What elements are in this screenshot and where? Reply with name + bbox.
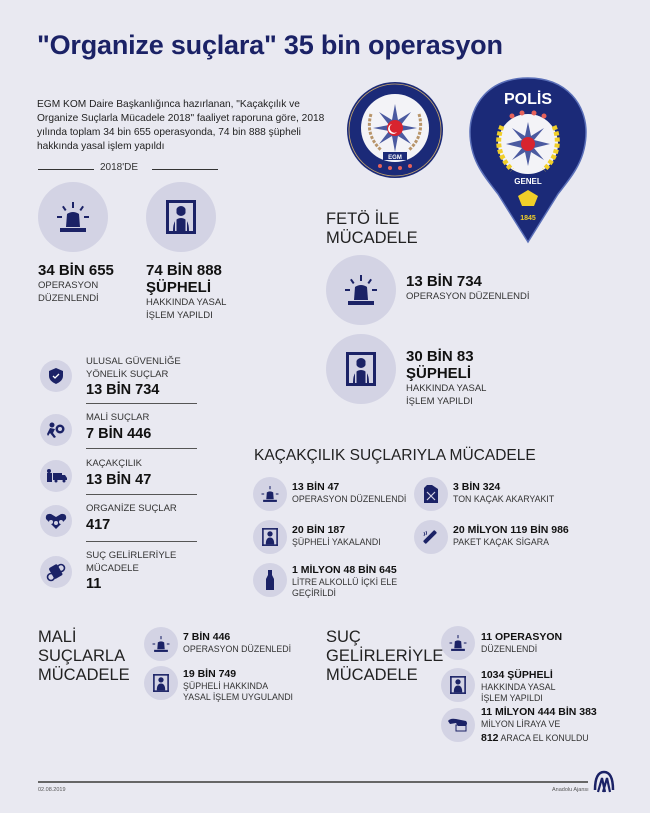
stat-caption: DÜZENLENDİ	[481, 644, 538, 654]
feto-operations	[406, 273, 530, 303]
divider-rule	[86, 448, 197, 449]
stat-caption: YASAL İŞLEM UYGULANDI	[183, 692, 293, 702]
smuggling-heading: KAÇAKÇILIK SUÇLARIYLA MÜCADELE	[254, 447, 536, 464]
stat-value-suffix: ŞÜPHELİ	[406, 365, 472, 382]
stat-caption: GEÇİRİLDİ	[292, 588, 336, 598]
thief-money-icon	[40, 414, 72, 446]
heading-line: MALİ	[38, 628, 77, 646]
financial-operations	[183, 631, 291, 655]
stat-value: 13 BİN 734	[406, 273, 482, 290]
stat-caption: DÜZENLENDİ	[38, 293, 99, 304]
category-national-security	[40, 356, 200, 400]
category-label: YÖNELİK SUÇLAR	[86, 368, 169, 380]
siren-icon	[326, 255, 396, 325]
jail-icon	[146, 182, 216, 252]
stat-value: 1 MİLYON 48 BİN 645	[292, 564, 397, 576]
stat-caption: ARACA EL KONULDU	[500, 733, 589, 743]
category-label: ORGANİZE SUÇLAR	[86, 503, 177, 514]
stat-caption: İŞLEM YAPILDI	[406, 396, 473, 407]
heading-line: MÜCADELE	[326, 666, 418, 684]
siren-icon	[441, 626, 475, 660]
stat-caption: OPERASYON DÜZENLENDİ	[292, 494, 407, 504]
divider-rule	[38, 169, 94, 170]
organized-crime-icon	[40, 505, 72, 537]
stat-caption: İŞLEM YAPILDI	[146, 310, 213, 321]
siren-icon	[38, 182, 108, 252]
stat-caption: PAKET KAÇAK SİGARA	[453, 537, 549, 547]
jail-icon	[253, 520, 287, 554]
jail-icon	[326, 334, 396, 404]
divider-rule	[86, 494, 197, 495]
heading-line: GELİRLERİYLE	[326, 647, 444, 665]
intro-paragraph: EGM KOM Daire Başkanlığınca hazırlanan, "Kaçakçılık ve Organize Suçlarla Mücadele 2018" faaliyet raporuna göre, 2018 yılında toplam 34 bin 655 operasyonda, 74 bin 888 şüpheli hakkında yasal işlem yapıldı	[37, 99, 325, 152]
smuggling-fuel	[453, 481, 554, 505]
footer-date: 02.08.2019	[38, 787, 66, 793]
proceeds-heading	[326, 628, 443, 685]
heading-line: SUÇ	[326, 628, 361, 646]
stat-caption: OPERASYON DÜZENLEDİ	[183, 644, 292, 654]
svg-text:1845: 1845	[520, 215, 536, 222]
category-value: 13 BİN 47	[86, 471, 152, 488]
aa-logo-icon	[593, 770, 615, 794]
financial-suspects	[183, 668, 293, 703]
stat-caption: İŞLEM YAPILDI	[481, 693, 543, 703]
category-label: ULUSAL GÜVENLİĞE	[86, 356, 181, 367]
stat-caption: MİLYON LİRAYA VE	[481, 719, 561, 729]
divider-rule	[86, 403, 197, 404]
category-label: MALİ SUÇLAR	[86, 412, 150, 423]
smuggling-cigarettes	[453, 524, 569, 548]
category-label: KAÇAKÇILIK	[86, 458, 142, 469]
divider-rule	[86, 541, 197, 542]
svg-text:GENEL: GENEL	[514, 177, 542, 186]
stat-value-inline: 812	[481, 732, 499, 744]
stat-caption: HAKKINDA YASAL	[146, 297, 227, 308]
proceeds-operations	[481, 631, 562, 655]
stat-caption: OPERASYON DÜZENLENDİ	[406, 291, 530, 302]
feto-suspects	[406, 348, 486, 408]
feto-heading	[326, 210, 418, 248]
stat-caption: ŞÜPHELİ HAKKINDA	[183, 681, 269, 691]
stat-value-suffix: ŞÜPHELİ	[146, 279, 212, 296]
category-value: 7 BİN 446	[86, 425, 152, 442]
stat-suspects-2018	[146, 262, 266, 322]
stat-caption: ŞÜPHELİ YAKALANDI	[292, 537, 381, 547]
proceeds-suspects	[481, 669, 555, 704]
proceeds-seizures	[481, 706, 597, 745]
heading-line: MÜCADELE	[38, 666, 130, 684]
siren-icon	[253, 477, 287, 511]
siren-icon	[144, 627, 178, 661]
stat-caption: TON KAÇAK AKARYAKIT	[453, 494, 555, 504]
heading-line: FETÖ İLE	[326, 210, 400, 228]
jerrycan-icon	[414, 477, 448, 511]
category-label: SUÇ GELİRLERİYLE	[86, 550, 177, 561]
stat-value: 11 MİLYON 444 BİN 383	[481, 706, 597, 718]
stat-value: 30 BİN 83	[406, 348, 474, 365]
footer-rule	[38, 781, 588, 783]
footer-source: Anadolu Ajansı	[552, 787, 589, 793]
smuggling-operations	[292, 481, 406, 505]
smuggling-suspects	[292, 524, 381, 548]
stat-value: 20 BİN 187	[292, 524, 346, 536]
svg-text:EGM: EGM	[388, 155, 402, 161]
category-value: 417	[86, 516, 111, 533]
stat-value: 7 BİN 446	[183, 631, 231, 643]
bottle-icon	[253, 563, 287, 597]
smuggling-alcohol	[292, 564, 397, 599]
stat-value: 3 BİN 324	[453, 481, 501, 493]
financial-heading	[38, 628, 130, 685]
year-label: 2018'DE	[100, 162, 139, 173]
category-value: 13 BİN 734	[86, 382, 160, 398]
smuggling-truck-icon	[40, 460, 72, 492]
egm-police-logo	[468, 76, 588, 244]
stat-caption: LİTRE ALKOLLÜ İÇKİ ELE	[292, 577, 398, 587]
jail-icon	[144, 666, 178, 700]
category-value: 11	[86, 576, 102, 592]
page-title: "Organize suçlara" 35 bin operasyon	[37, 30, 503, 60]
stat-value: 74 BİN 888	[146, 262, 222, 279]
heading-line: MÜCADELE	[326, 229, 418, 247]
heading-line: SUÇLARLA	[38, 647, 126, 665]
stat-caption: OPERASYON	[38, 280, 99, 291]
stat-value: 34 BİN 655	[38, 262, 114, 279]
kom-logo	[345, 80, 445, 180]
stat-caption: HAKKINDA YASAL	[406, 383, 487, 394]
svg-text:POLİS: POLİS	[503, 91, 553, 108]
stat-value: 19 BİN 749	[183, 668, 237, 680]
cigarette-icon	[414, 520, 448, 554]
shield-check-icon	[40, 360, 72, 392]
seized-car-icon	[441, 708, 475, 742]
category-label: MÜCADELE	[86, 562, 139, 574]
stat-value: 11 OPERASYON	[481, 631, 563, 643]
stat-caption: HAKKINDA YASAL	[481, 682, 556, 692]
stat-value: 20 MİLYON 119 BİN 986	[453, 524, 569, 536]
handcuff-money-icon	[40, 556, 72, 588]
stat-value: 1034 ŞÜPHELİ	[481, 669, 553, 681]
divider-rule	[152, 169, 218, 170]
year-divider	[38, 162, 218, 176]
stat-value: 13 BİN 47	[292, 481, 340, 493]
stat-operations-2018	[38, 262, 148, 305]
jail-icon	[441, 668, 475, 702]
